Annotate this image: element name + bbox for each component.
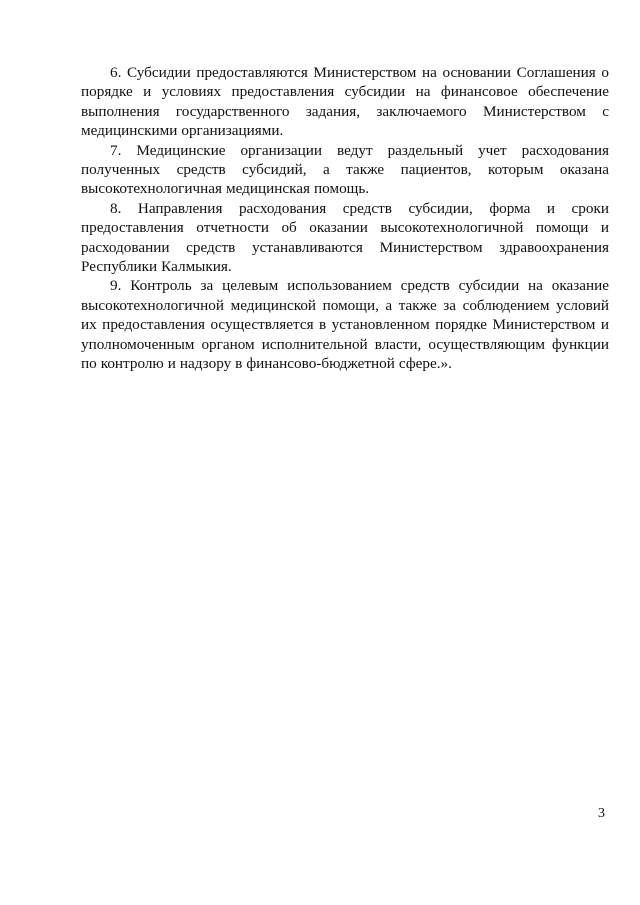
document-body (81, 63, 609, 374)
paragraph-8: 8. Направления расходования средств субсидии, форма и сроки предоставления отчетности об оказании высокотехнологичной помощи и расходовании средств устанавливаются Министерством здравоохранения Республики Калмыкия. (81, 199, 609, 276)
paragraph-9: 9. Контроль за целевым использованием средств субсидии на оказание высокотехнологичной медицинской помощи, а также за соблюдением условий их предоставления осуществляется в установленном порядке Министерством и уполномоченным органом исполнительной власти, осуществляющим функции по контролю и надзору в финансово-бюджетной сфере.». (81, 277, 609, 373)
paragraph-6: 6. Субсидии предоставляются Министерством на основании Соглашения о порядке и условиях предоставления субсидии на финансовое обеспечение выполнения государственного задания, заключаемого Министерством с медицинскими организациями. (81, 64, 609, 140)
paragraph-7: 7. Медицинские организации ведут раздельный учет расходования полученных средств субсидий, а также пациентов, которым оказана высокотехнологичная медицинская помощь. (81, 141, 609, 198)
page-number: 3 (598, 806, 605, 821)
